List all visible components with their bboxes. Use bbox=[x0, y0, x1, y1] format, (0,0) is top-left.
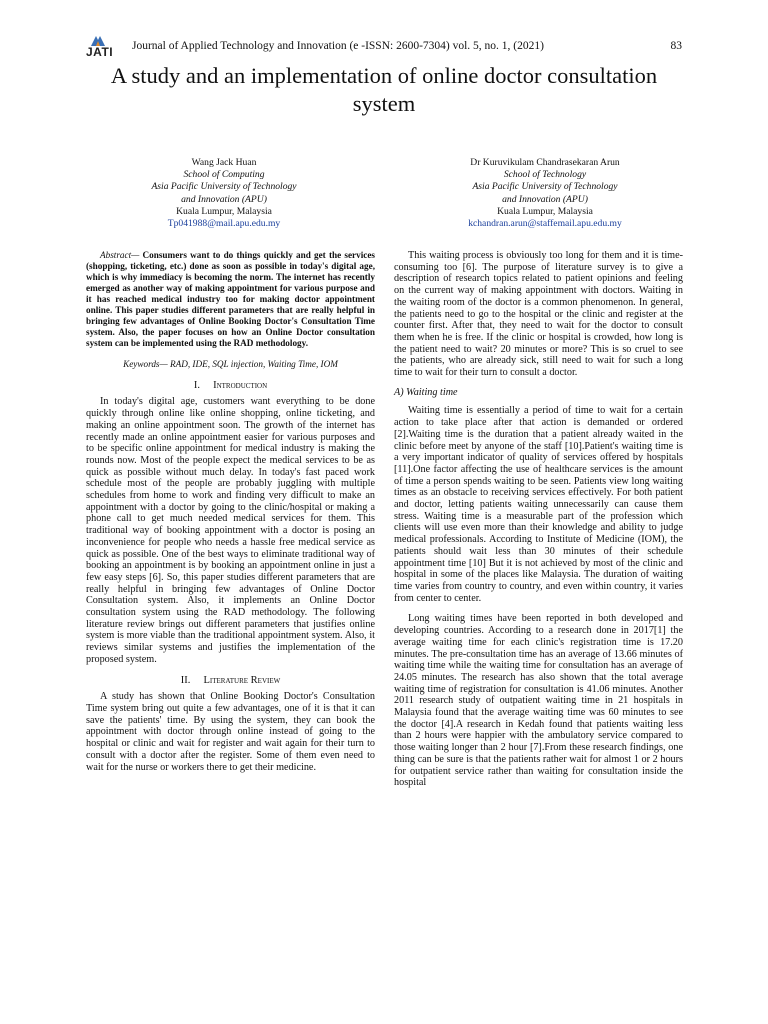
journal-logo bbox=[86, 38, 122, 60]
author-school: School of Computing bbox=[183, 169, 265, 181]
section-heading-introduction bbox=[86, 380, 375, 392]
paragraph: A study has shown that Online Booking Doctor's Consultation Time system bring out quite a few advantages, one of it is that it can save the patients' time. By using the system, they can book the appointment with doctor through online instead of going to the hospital or clinic and wait for register and wait again for their turn to consult with a doctor after the register. Some of them even need to wait for the nurse or workers there to get their medicine. bbox=[86, 691, 375, 773]
running-header bbox=[86, 40, 682, 58]
section-title: Literature Review bbox=[203, 674, 281, 686]
section-number: II. bbox=[180, 674, 191, 686]
paragraph: Long waiting times have been reported in both developed and developing countries. According to a research done in 2017[1] the average waiting time for each clinic's registration time is 17.20 minutes. The pre-consultation time has an average of 13.66 minutes of waiting time while the waiting time for consultation has an average of 24.05 minutes. The research has also shown that the total average waiting time of registration for consultation is 41.06 minutes. Another 2011 research study of outpatient waiting time in 21 hospitals in Malaysia found that the average waiting time was 60 minutes to see the doctor [4].A research in Kedah found that patients waiting less than 2 hours were happier with the ambulatory service compared to those waiting longer than 2 hour [7].From these research findings, one thing can be sure is that the patients rather wait for almost 1 or 2 hours for outpatient service rather than waiting for consultation inside the hospital bbox=[394, 613, 683, 789]
author-location: Kuala Lumpur, Malaysia bbox=[497, 205, 593, 217]
author-block bbox=[425, 157, 665, 230]
journal-citation: Journal of Applied Technology and Innovation (e -ISSN: 2600-7304) vol. 5, no. 1, (2021) bbox=[132, 40, 544, 52]
page-number: 83 bbox=[670, 40, 682, 52]
left-column bbox=[86, 250, 375, 773]
section-number: I. bbox=[193, 379, 200, 391]
paragraph: This waiting process is obviously too long for them and it is time-consuming too [6]. The purpose of literature survey is to give a description of research topics related to patient opinions and feeling on the current way of making appointment with doctors. Waiting in the waiting room of the doctor is a common phenomenon. In general, the patients need to go to the hospital or the clinic and register at the counter first. After that, they need to wait for the doctor to consult them when he is free. If the clinic or hospital is crowded, how long is the patient need to wait? 20 minutes or more? This is so cruel to see the patients, who are already sick, still need to wait for such a long time to wait for their turn to consult a doctor. bbox=[394, 250, 683, 379]
author-block bbox=[104, 157, 344, 230]
paper-title: A study and an implementation of online doctor consultation system bbox=[110, 63, 658, 116]
author-university: Asia Pacific University of Technology bbox=[472, 181, 618, 193]
keywords: Keywords— RAD, IDE, SQL injection, Waiting Time, IOM bbox=[123, 359, 338, 369]
author-email-link[interactable]: kchandran.arun@staffemail.apu.edu.my bbox=[468, 218, 622, 230]
author-name: Wang Jack Huan bbox=[191, 157, 257, 168]
author-school: School of Technology bbox=[503, 169, 587, 181]
logo-text: JATI bbox=[86, 45, 114, 59]
section-heading-literature-review bbox=[86, 675, 375, 687]
paragraph: In today's digital age, customers want everything to be done quickly through online like online shopping, online ticketing, and making an online appointment soon. The growth of the internet has recently made an online appointment easier for various purposes and to be specific online appointment for medical industry is making the rounds now. Most of the people expect the medical services to be as quick as possible without much delay. In today's fast paced work schedule most of the people are probably juggling with multiple schedules from home to work and finding very difficult to make an appointment with a doctor by going to the clinic/hospital or making a phone call to get much needed medical services for them. This traditional way of booking appointment with a doctor is posing an inconvenience for people who needs a hassle free medical service as quick as possible. One of the best ways to eliminate traditional way of booking an appointment is by booking an appointment online in just a few easy steps [6]. So, this paper studies different parameters that are really helpful in bringing few advantages of Online Doctor Consultation system. Also, it implements an Online Doctor consultation system using the RAD methodology. The following literature review brings out different parameters that justifies online system is more viable than the traditional appointment system. Also, it reviews similar systems and justifies the implementation of the proposed system. bbox=[86, 396, 375, 665]
author-name: Dr Kuruvikulam Chandrasekaran Arun bbox=[470, 157, 620, 168]
author-location: Kuala Lumpur, Malaysia bbox=[176, 205, 272, 217]
subsection-heading-waiting-time: A) Waiting time bbox=[394, 386, 458, 398]
author-university: Asia Pacific University of Technology bbox=[151, 181, 297, 193]
author-university-line2: and Innovation (APU) bbox=[502, 193, 588, 205]
abstract bbox=[86, 250, 375, 349]
author-email-link[interactable]: Tp041988@mail.apu.edu.my bbox=[167, 218, 281, 230]
paragraph: Waiting time is essentially a period of time to wait for a certain action to take place after that action is demanded or ordered [2].Waiting time is the duration that a patient already waited in the clinic before meet by anyone of the staff [10].Patient's waiting time is a very important indicator of quality of services offered by hospitals [11].One factor affecting the use of healthcare services is the amount of time a person spends waiting to be seen. Patients view long waiting times as an obstacle to receiving services effectively. For both patient and doctor, letting patients waiting unnecessarily can cause them stress. Waiting time is a measurable part of the profession which clients will use even more than their knowledge and ability to judge medical professionals. According to Institute of Medicine (IOM), the patients should wait less than 30 minutes of their schedule appointment time [10] But it is not achieved by most of the clinic and hospital in some of the places like Malaysia. The duration of waiting time varies from country to country, and even within country, it varies from center to center. bbox=[394, 405, 683, 604]
author-university-line2: and Innovation (APU) bbox=[181, 193, 267, 205]
right-column bbox=[394, 250, 683, 789]
section-title: Introduction bbox=[213, 379, 268, 391]
abstract-text: Consumers want to do things quickly and get the services (shopping, ticketing, etc.) done as soon as possible in today's digital age, which is why immediacy is becoming the norm. The internet has recently emerged as another way of making appointment for various purpose and it has reached medical industry too for making doctor appointment online. This paper studies different parameters that are really helpful in bringing few advantages of Online Booking Doctor's Consultation Time system. Also, the paper focuses on how an Online Doctor consultation system can be implemented using the RAD methodology. bbox=[86, 250, 375, 348]
abstract-label: Abstract— bbox=[100, 250, 140, 260]
